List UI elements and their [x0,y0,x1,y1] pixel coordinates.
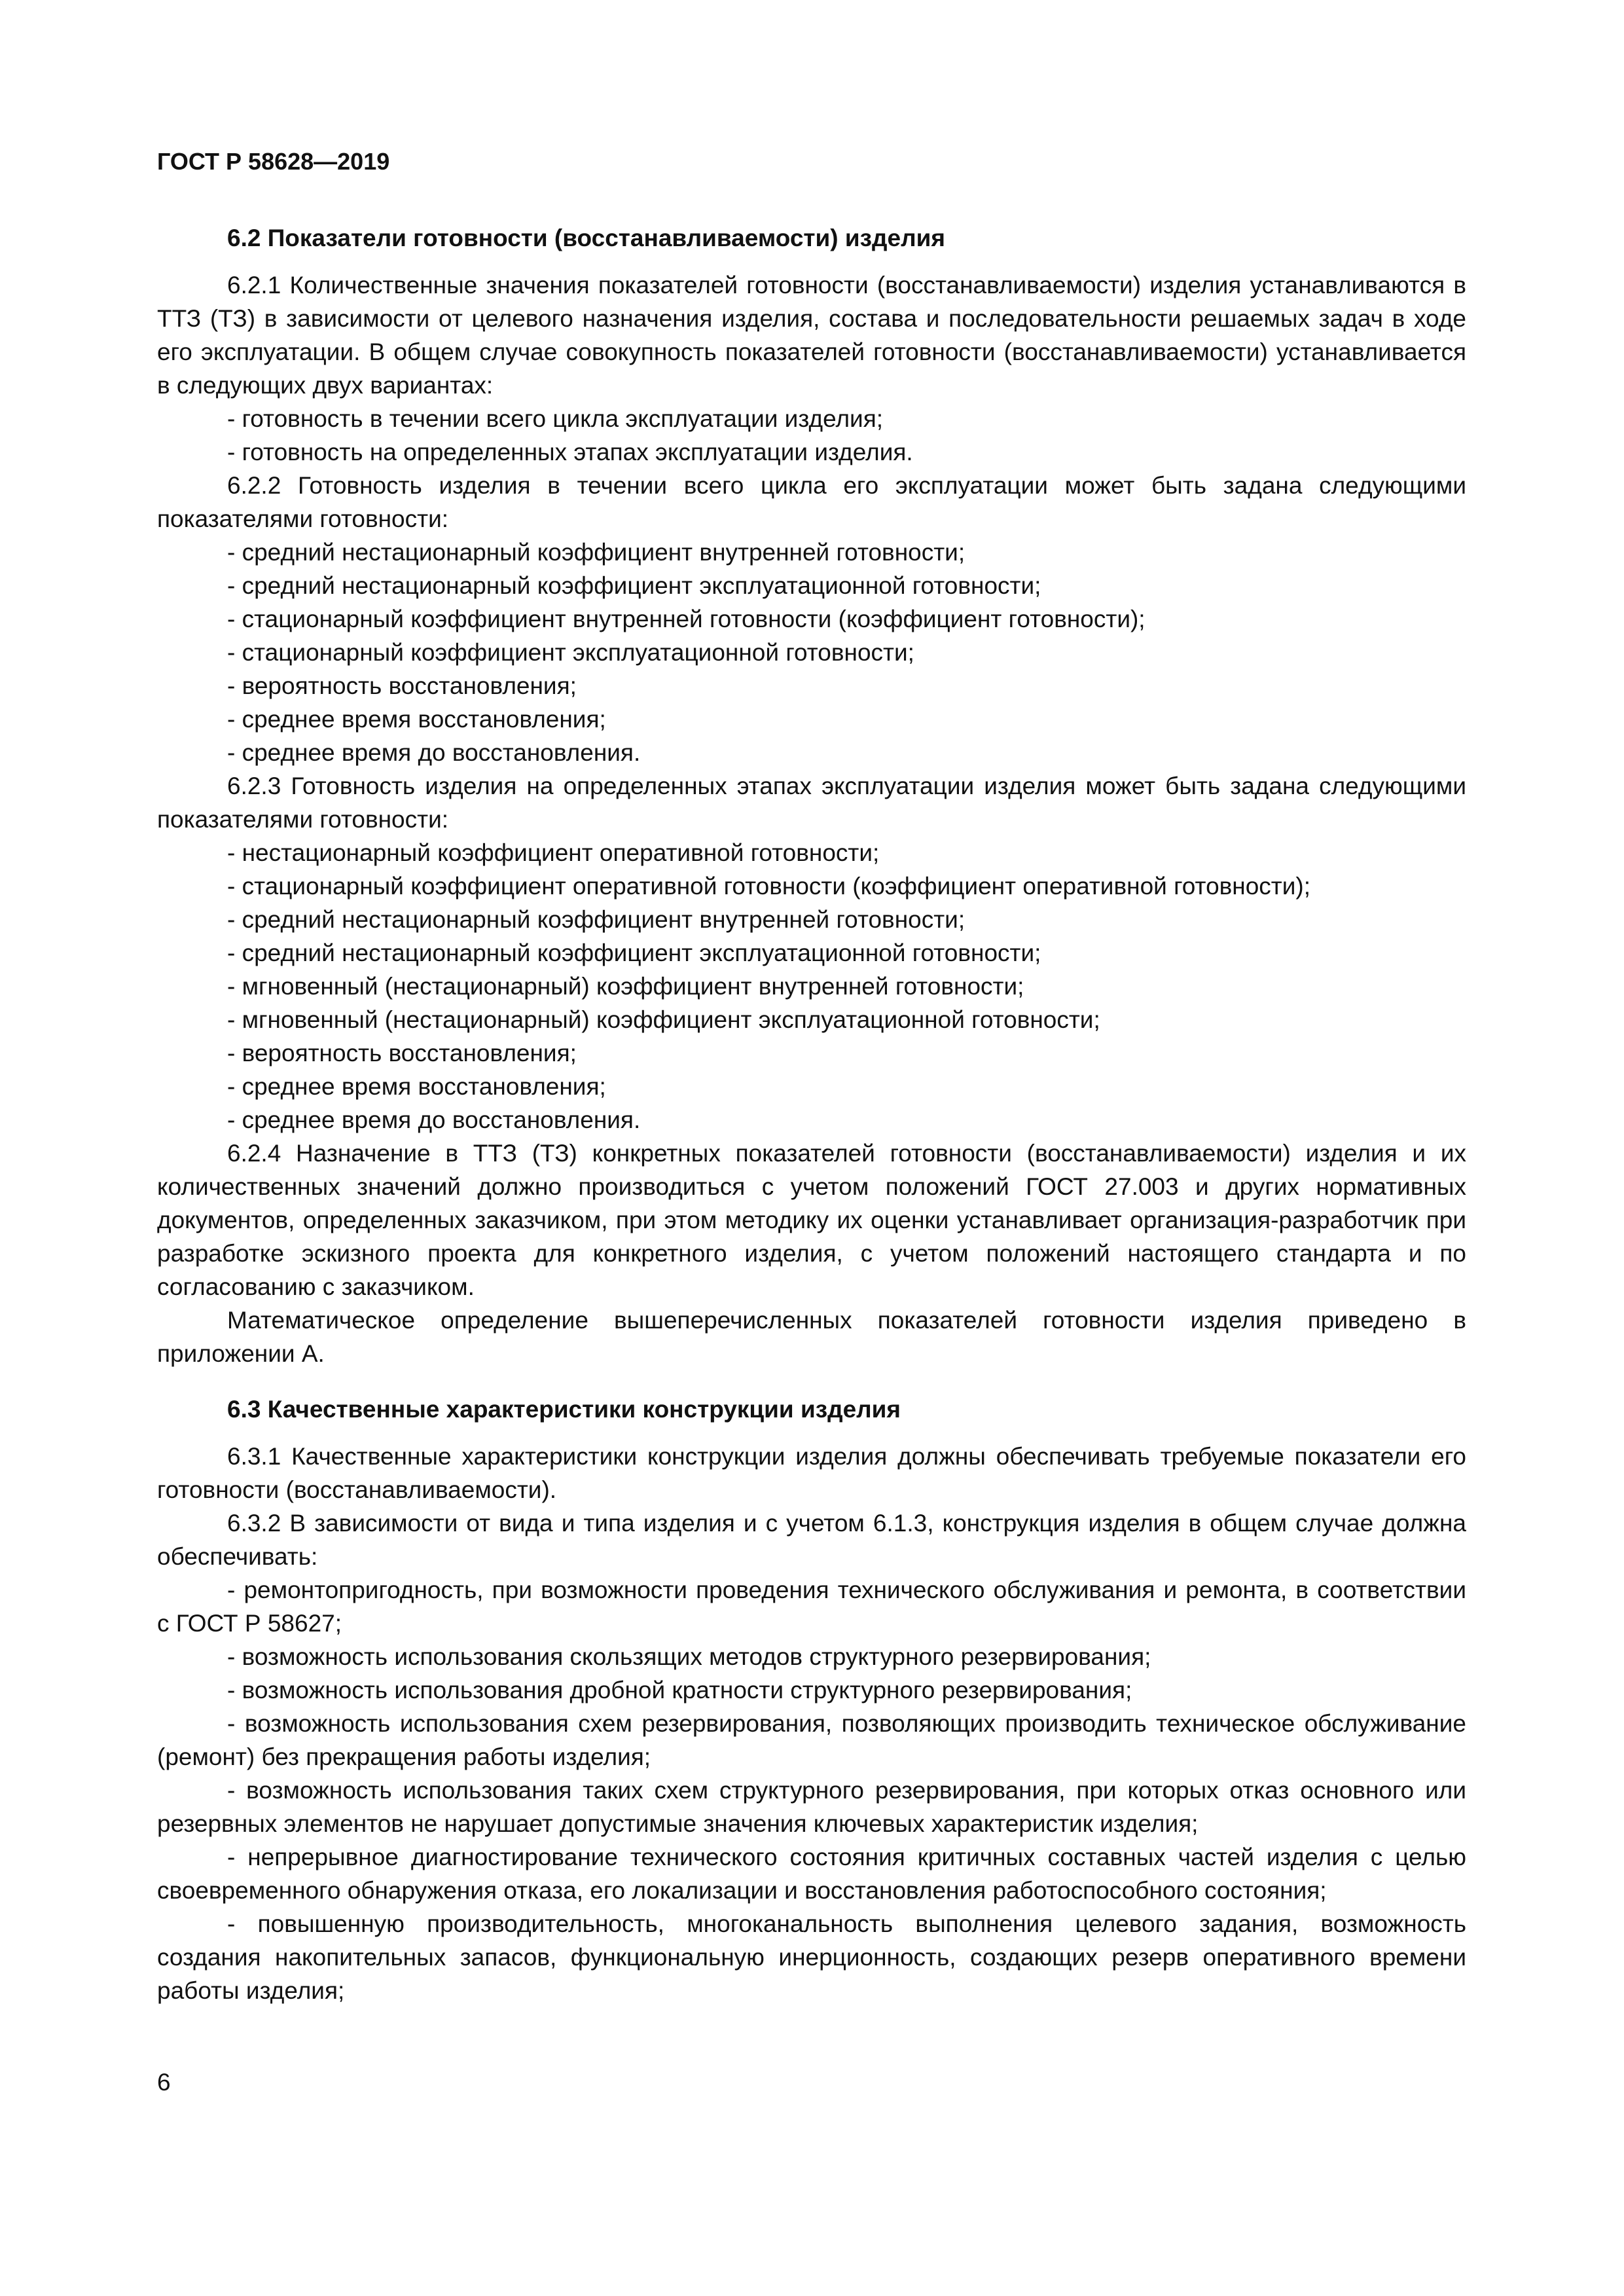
list-item: - мгновенный (нестационарный) коэффициент внутренней готовности; [227,973,1024,1000]
list-item: - повышенную производительность, многоканальность выполнения целевого задания, возможность создания накопительных запасов, функциональную инерционность, создающих резерв оперативного времени работы изделия; [157,1910,1466,2004]
paragraph-6-2-2: 6.2.2 Готовность изделия в течении всего цикла его эксплуатации может быть задана следующими показателями готовности: [157,472,1466,532]
list-item: - средний нестационарный коэффициент внутренней готовности; [227,906,965,933]
list-item: - готовность на определенных этапах эксплуатации изделия. [227,439,913,465]
list-item: - непрерывное диагностирование технического состояния критичных составных частей изделия с целью своевременного обнаружения отказа, его локализации и восстановления работоспособного состояния; [157,1844,1466,1904]
paragraph-6-2-1: 6.2.1 Количественные значения показателей готовности (восстанавливаемости) изделия устанавливаются в ТТЗ (ТЗ) в зависимости от целевого назначения изделия, состава и последовательности решаемых задач в ходе его эксплуатации. В общем случае совокупность показателей готовности (восстанавливаемости) устанавливается в следующих двух вариантах: [157,272,1466,399]
list-item: - мгновенный (нестационарный) коэффициент эксплуатационной готовности; [227,1006,1100,1033]
list-item: - нестационарный коэффициент оперативной готовности; [227,839,880,866]
page-number: 6 [157,2069,171,2096]
paragraph-math-definition: Математическое определение вышеперечисленных показателей готовности изделия приведено в приложении А. [157,1307,1466,1367]
document-body [157,221,1466,2007]
list-item: - готовность в течении всего цикла эксплуатации изделия; [227,405,884,432]
paragraph-6-3-1: 6.3.1 Качественные характеристики конструкции изделия должны обеспечивать требуемые показатели его готовности (восстанавливаемости). [157,1443,1466,1503]
list-item: - среднее время восстановления; [227,706,606,733]
list-item: - вероятность восстановления; [227,1040,577,1066]
list-item: - вероятность восстановления; [227,672,577,699]
list-item: - стационарный коэффициент внутренней готовности (коэффициент готовности); [227,606,1146,632]
list-item: - средний нестационарный коэффициент эксплуатационной готовности; [227,572,1041,599]
paragraph-6-3-2: 6.3.2 В зависимости от вида и типа изделия и с учетом 6.1.3, конструкция изделия в общем случае должна обеспечивать: [157,1510,1466,1570]
list-item: - среднее время до восстановления. [227,739,641,766]
list-item: - средний нестационарный коэффициент эксплуатационной готовности; [227,939,1041,966]
paragraph-6-2-3: 6.2.3 Готовность изделия на определенных этапах эксплуатации изделия может быть задана следующими показателями готовности: [157,773,1466,833]
list-item: - стационарный коэффициент эксплуатационной готовности; [227,639,914,666]
paragraph-6-2-4: 6.2.4 Назначение в ТТЗ (ТЗ) конкретных показателей готовности (восстанавливаемости) изделия и их количественных значений должно производиться с учетом положений ГОСТ 27.003 и других нормативных документов, определенных заказчиком, при этом методику их оценки устанавливает организация-разработчик при разработке эскизного проекта для конкретного изделия, с учетом положений настоящего стандарта и по согласованию с заказчиком. [157,1140,1466,1300]
list-item: - возможность использования таких схем структурного резервирования, при которых отказ основного или резервных элементов не нарушает допустимые значения ключевых характеристик изделия; [157,1777,1466,1837]
section-6-3-title: 6.3 Качественные характеристики конструкции изделия [227,1396,901,1423]
section-6-2-title: 6.2 Показатели готовности (восстанавливаемости) изделия [227,225,945,251]
list-item: - стационарный коэффициент оперативной готовности (коэффициент оперативной готовности); [227,873,1311,900]
list-item: - возможность использования дробной кратности структурного резервирования; [227,1677,1132,1704]
list-item: - возможность использования скользящих методов структурного резервирования; [227,1643,1151,1670]
list-item: - среднее время до восстановления. [227,1106,641,1133]
list-item: - возможность использования схем резервирования, позволяющих производить техническое обслуживание (ремонт) без прекращения работы изделия; [157,1710,1466,1770]
list-item: - среднее время восстановления; [227,1073,606,1100]
document-header: ГОСТ Р 58628—2019 [157,148,390,175]
list-item: - ремонтопригодность, при возможности проведения технического обслуживания и ремонта, в соответствии с ГОСТ Р 58627; [157,1576,1466,1637]
list-item: - средний нестационарный коэффициент внутренней готовности; [227,539,965,566]
